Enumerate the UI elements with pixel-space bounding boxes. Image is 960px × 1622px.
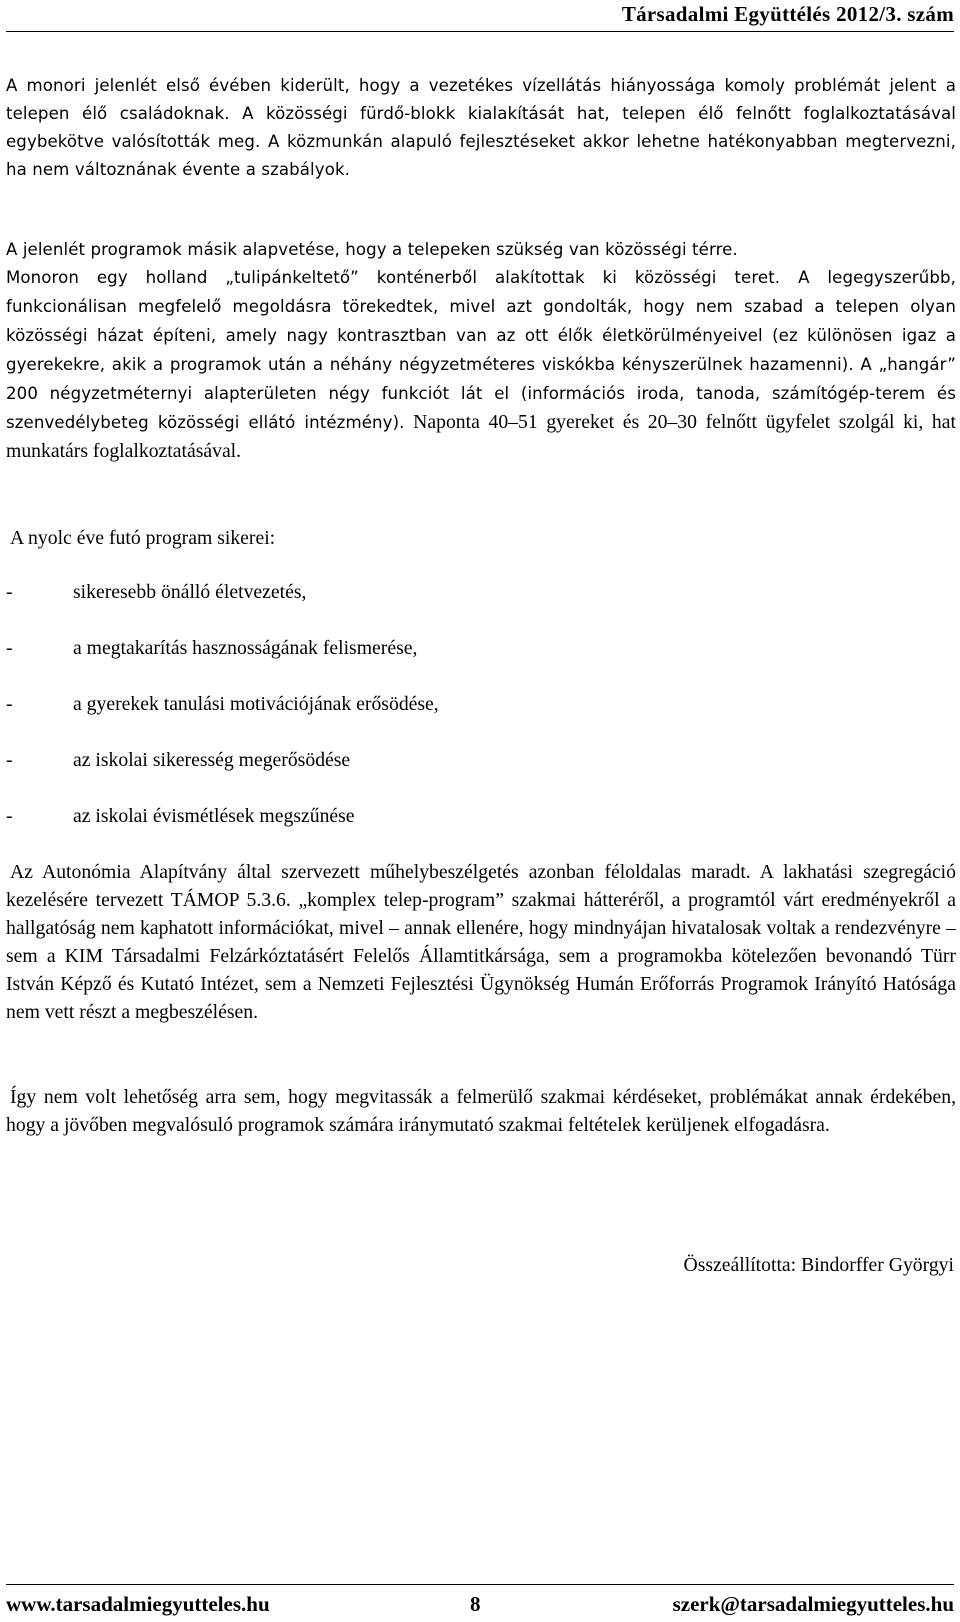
page-number: 8 [470, 1592, 481, 1616]
list-dash: - [6, 749, 13, 771]
footer-divider [6, 1584, 954, 1585]
journal-header: Társadalmi Együttélés 2012/3. szám [621, 2, 954, 26]
header-divider [6, 31, 954, 32]
list-dash: - [6, 637, 13, 659]
list-item-text: a megtakarítás hasznosságának felismerése, [73, 637, 418, 659]
list-item-text: a gyerekek tanulási motivációjának erősödése, [73, 693, 439, 715]
paragraph-water-supply: A monori jelenlét első évében kiderült, hogy a vezetékes vízellátás hiányossága komoly problémát jelent a telepen élő családoknak. A közösségi fürdő-blokk kialakítását hat, telepen élő felnőtt foglalkoztatásával egybekötve valósították meg. A közmunkán alapuló fejlesztéseket akkor lehetne hatékonyabban megtervezni, ha nem változnának évente a szabályok. [6, 76, 956, 179]
successes-lead: A nyolc éve futó program sikerei: [10, 527, 276, 549]
list-item-text: sikeresebb önálló életvezetés, [73, 581, 307, 603]
footer-website-link[interactable]: www.tarsadalmiegyutteles.hu [6, 1592, 270, 1616]
list-dash: - [6, 581, 13, 603]
list-dash: - [6, 693, 13, 715]
paragraph-container-hangar [6, 263, 956, 465]
author-signature: Összeállította: Bindorffer Györgyi [683, 1254, 954, 1276]
list-item-text: az iskolai sikeresség megerősödése [73, 749, 351, 771]
footer-email-link[interactable]: szerk@tarsadalmiegyutteles.hu [672, 1592, 954, 1616]
list-item-text: az iskolai évismétlések megszűnése [73, 805, 355, 827]
paragraph-conclusion: Így nem volt lehetőség arra sem, hogy megvitassák a felmerülő szakmai kérdéseket, problémákat annak érdekében, hogy a jövőben megvalósuló programok számára iránymutató szakmai feltételek kerüljenek elfogadásra. [6, 1086, 956, 1136]
paragraph-community-space: A jelenlét programok másik alapvetése, hogy a telepeken szükség van közösségi térre. [6, 240, 738, 259]
paragraph-workshop: Az Autonómia Alapítvány által szervezett műhelybeszélgetés azonban féloldalas maradt. A lakhatási szegregáció kezelésére tervezett TÁMOP 5.3.6. „komplex telep-program” szakmai hátteréről, a programtól várt eredményekről a hallgatóság nem kaphatott információkat, mivel – annak ellenére, hogy mindnyájan hivatalosak voltak a rendezvényre – sem a KIM Társadalmi Felzárkóztatásért Felelős Államtitkársága, sem a programokba kötelezően bevonandó Türr István Képző és Kutató Intézet, sem a Nemzeti Fejlesztési Ügynökség Humán Erőforrás Programok Irányító Hatósága nem vett részt a megbeszélésen. [6, 861, 956, 1023]
paragraph-container-hangar-serif: Naponta 40–51 gyereket és 20–30 felnőtt ügyfelet szolgál ki, hat munkatárs foglalkoztatásával. [6, 411, 956, 462]
list-dash: - [6, 805, 13, 827]
paragraph-container-hangar-sans: Monoron egy holland „tulipánkeltető” konténerből alakítottak ki közösségi teret. A legegyszerűbb, funkcionálisan megfelelő megoldásra törekedtek, mivel azt gondolták, hogy nem szabad a telepen olyan közösségi házat építeni, amely nagy kontrasztban van az ott élők életkörülményeivel (ez különösen igaz a gyerekekre, akik a programok után a néhány négyzetméteres viskókba kényszerülnek hazamenni). A „hangár” 200 négyzetméternyi alapterületen négy funkciót lát el (információs iroda, tanoda, számítógép-terem és szenvedélybeteg közösségi ellátó intézmény). [6, 268, 956, 432]
